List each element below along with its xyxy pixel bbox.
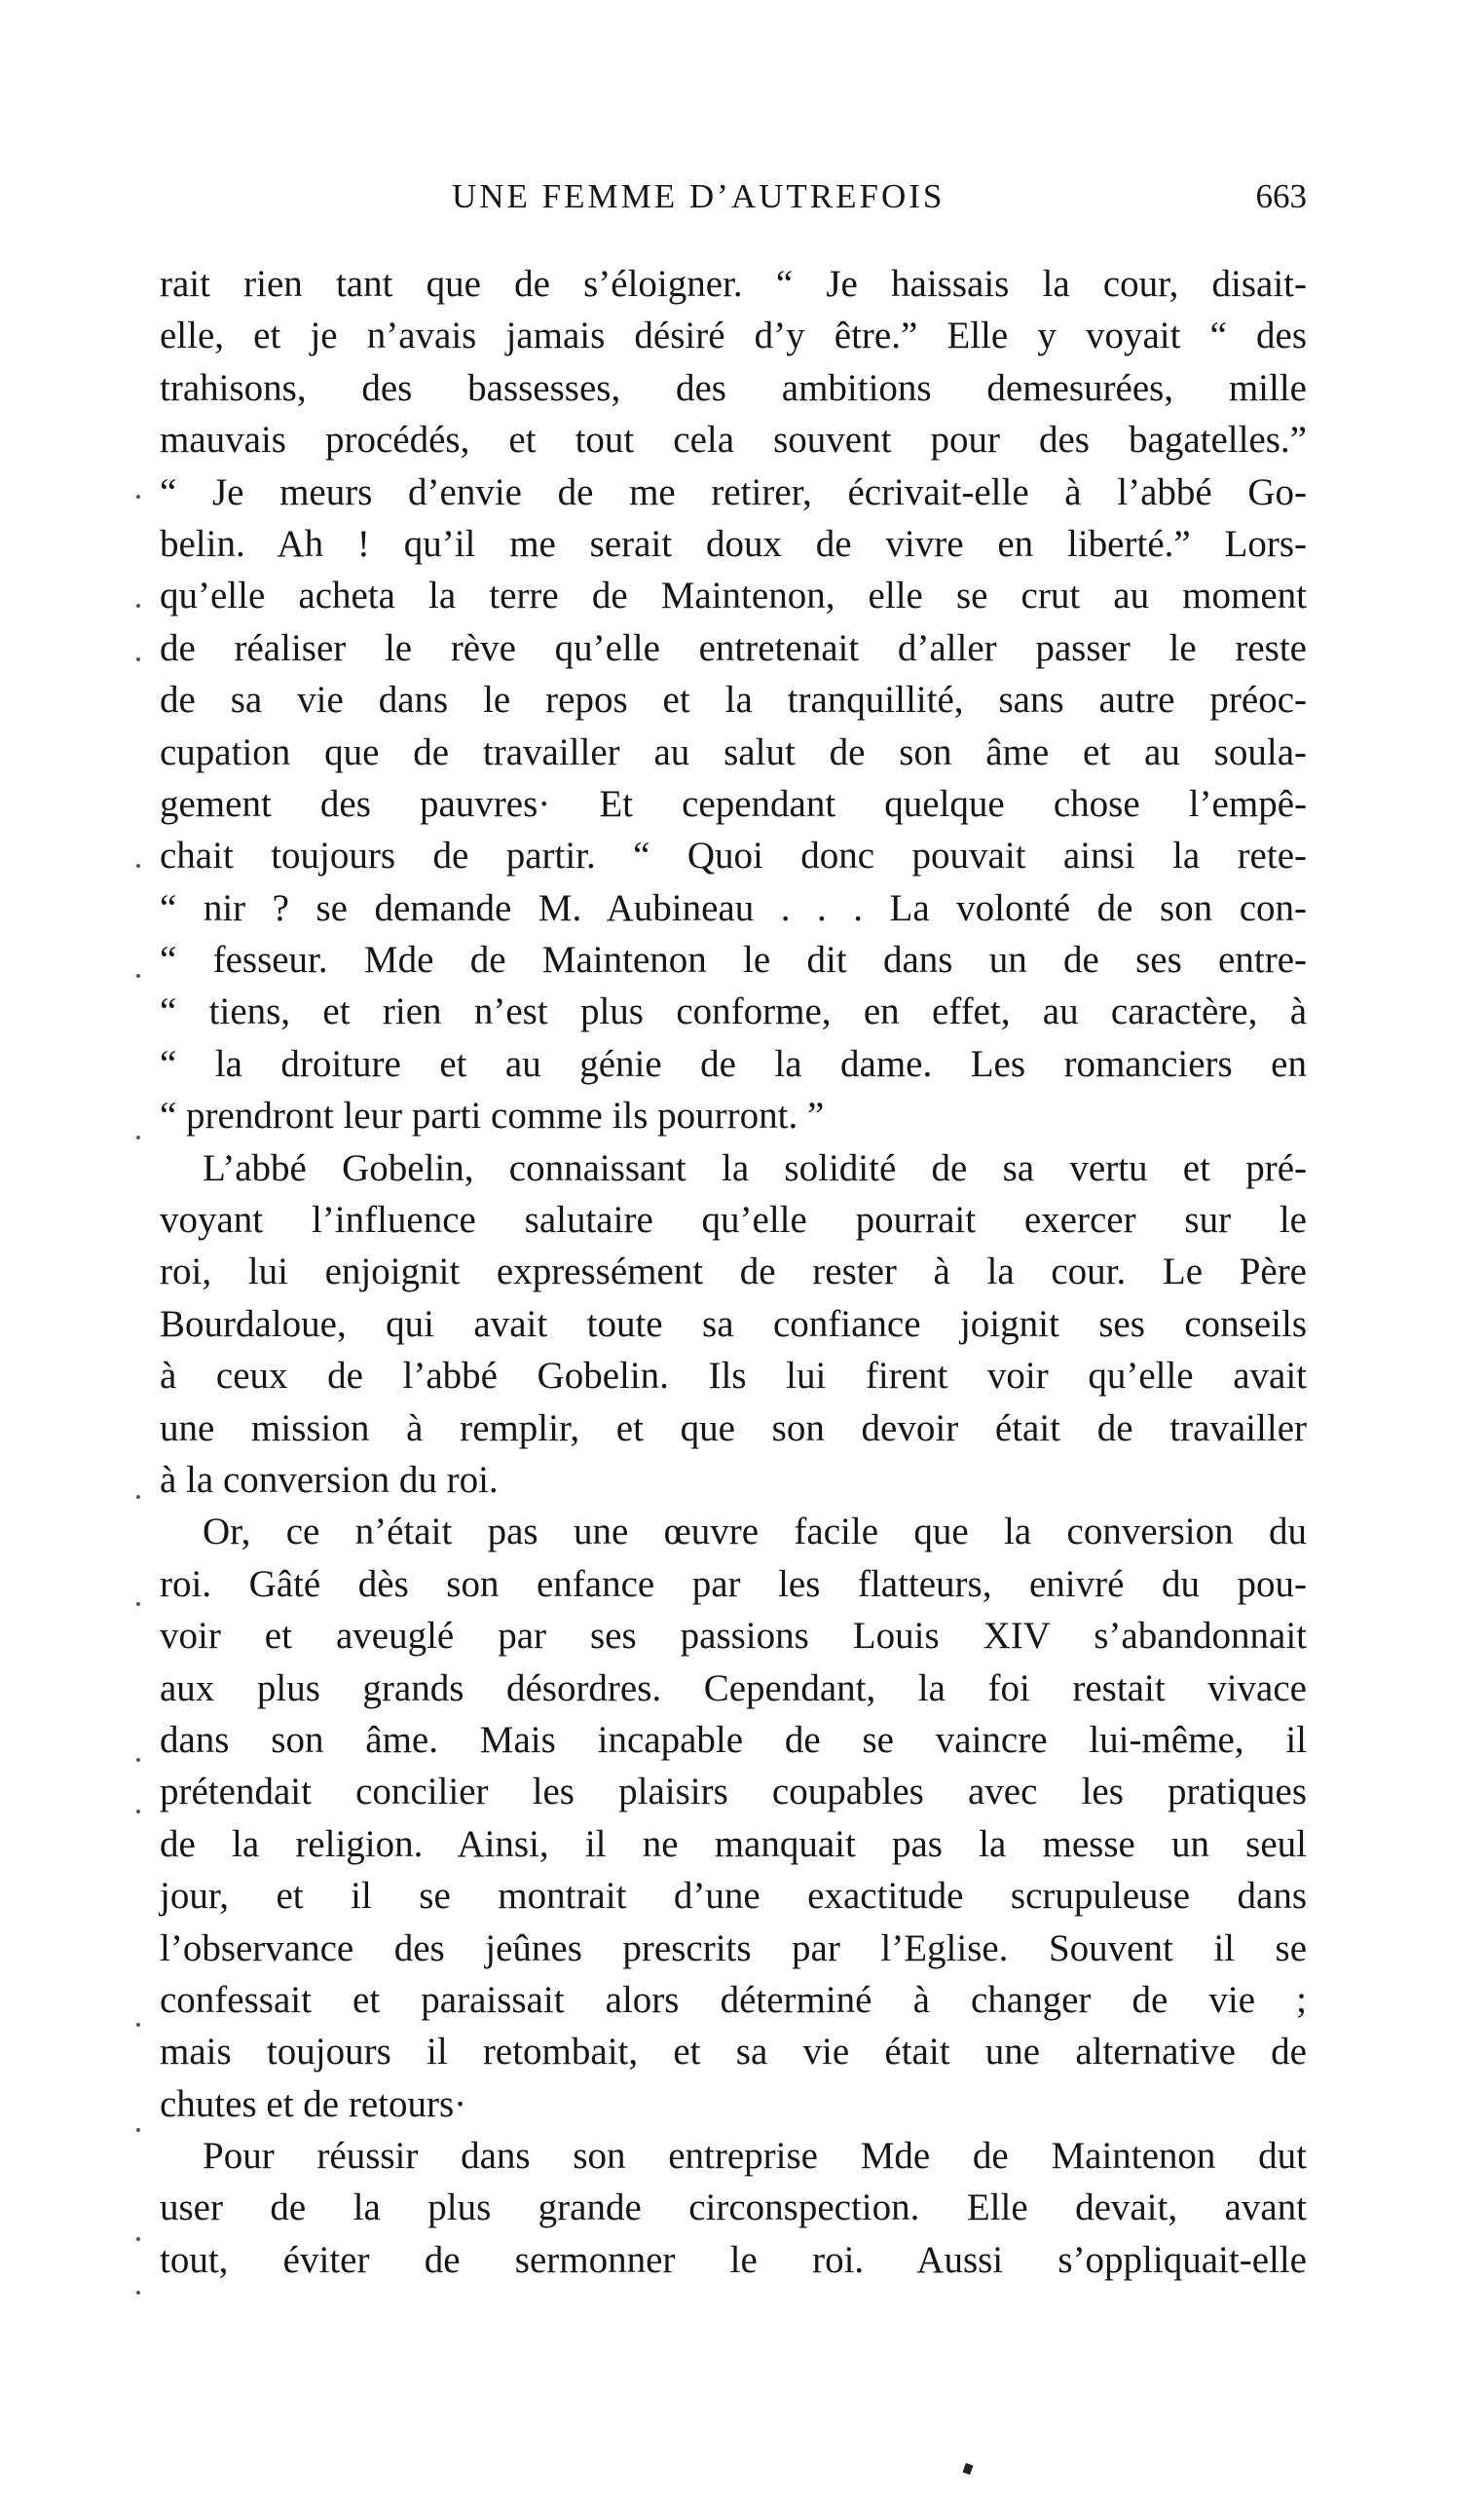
margin-speck <box>136 2237 140 2241</box>
text-line: cupation que de travailler au salut de son âme et au soula- <box>160 730 1307 773</box>
margin-speck <box>136 1810 140 1813</box>
text-line: une mission à remplir, et que son devoir était de travailler <box>160 1406 1307 1449</box>
text-line: l’observance des jeûnes prescrits par l’Eglise. Souvent il se <box>160 1926 1307 1969</box>
text-line: chutes et de retours· <box>160 2082 467 2125</box>
text-line: de sa vie dans le repos et la tranquillité, sans autre préoc- <box>160 679 1307 722</box>
margin-speck <box>136 2291 140 2295</box>
text-line: mauvais procédés, et tout cela souvent pour des bagatelles.” <box>160 419 1307 462</box>
text-line: “ Je meurs d’envie de me retirer, écrivait-elle à l’abbé Go- <box>160 470 1307 513</box>
text-line: rait rien tant que de s’éloigner. “ Je haissais la cour, disait- <box>160 263 1307 305</box>
text-line: voyant l’influence salutaire qu’elle pourrait exercer sur le <box>160 1199 1307 1242</box>
text-line: aux plus grands désordres. Cependant, la foi restait vivace <box>160 1666 1307 1709</box>
text-line: belin. Ah ! qu’il me serait doux de vivre en liberté.” Lors- <box>160 522 1307 565</box>
text-line: “ tiens, et rien n’est plus conforme, en effet, au caractère, à <box>160 990 1307 1033</box>
margin-speck <box>136 1602 140 1606</box>
text-line: “ nir ? se demande M. Aubineau . . . La volonté de son con- <box>160 886 1307 929</box>
text-line: confessait et paraissait alors déterminé à changer de vie ; <box>160 1978 1307 2021</box>
text-line: Bourdaloue, qui avait toute sa confiance joignit ses conseils <box>160 1302 1307 1345</box>
text-line: qu’elle acheta la terre de Maintenon, elle se crut au moment <box>160 575 1307 617</box>
text-line: Or, ce n’était pas une œuvre facile que la conversion du <box>203 1511 1307 1553</box>
text-line: de réaliser le rève qu’elle entretenait d’aller passer le reste <box>160 626 1307 669</box>
body-text <box>160 258 1307 2286</box>
text-line: Pour réussir dans son entreprise Mde de Maintenon dut <box>203 2135 1307 2178</box>
margin-speck <box>136 974 140 978</box>
text-line: “ la droiture et au génie de la dame. Les romanciers en <box>160 1042 1307 1085</box>
text-line: trahisons, des bassesses, des ambitions demesurées, mille <box>160 366 1307 409</box>
text-line: elle, et je n’avais jamais désiré d’y être.” Elle y voyait “ des <box>160 315 1307 357</box>
margin-speck <box>136 657 140 661</box>
text-line: roi, lui enjoignit expressément de rester à la cour. Le Père <box>160 1251 1307 1293</box>
margin-speck <box>136 2023 140 2027</box>
margin-speck <box>136 495 140 499</box>
margin-speck <box>136 1136 140 1139</box>
text-line: mais toujours il retombait, et sa vie était une alternative de <box>160 2031 1307 2073</box>
text-line: à ceux de l’abbé Gobelin. Ils lui firent voir qu’elle avait <box>160 1355 1307 1398</box>
margin-specks <box>129 0 148 2503</box>
text-line: voir et aveuglé par ses passions Louis XIV s’abandonnait <box>160 1615 1307 1658</box>
text-line: L’abbé Gobelin, connaissant la solidité de sa vertu et pré- <box>203 1146 1307 1189</box>
text-line: user de la plus grande circonspection. Elle devait, avant <box>160 2186 1307 2229</box>
ink-mark <box>963 2463 974 2475</box>
text-line: de la religion. Ainsi, il ne manquait pas la messe un seul <box>160 1822 1307 1865</box>
margin-speck <box>136 604 140 608</box>
text-line: chait toujours de partir. “ Quoi donc pouvait ainsi la rete- <box>160 835 1307 878</box>
running-title: UNE FEMME D’AUTREFOIS <box>452 177 946 215</box>
text-line: “ fesseur. Mde de Maintenon le dit dans un de ses entre- <box>160 939 1307 982</box>
text-line: jour, et il se montrait d’une exactitude scrupuleuse dans <box>160 1875 1307 1918</box>
margin-speck <box>136 1495 140 1499</box>
margin-speck <box>136 864 140 868</box>
margin-speck <box>136 2128 140 2132</box>
margin-speck <box>136 1758 140 1762</box>
text-line: à la conversion du roi. <box>160 1458 499 1501</box>
text-line: gement des pauvres· Et cependant quelque chose l’empê- <box>160 782 1307 825</box>
text-line: tout, éviter de sermonner le roi. Aussi s’oppliquait-elle <box>160 2238 1307 2281</box>
text-line: “ prendront leur parti comme ils pourront. ” <box>160 1095 825 1138</box>
running-head <box>160 177 1307 236</box>
text-line: roi. Gâté dès son enfance par les flatteurs, enivré du pou- <box>160 1562 1307 1605</box>
page-number: 663 <box>1255 177 1307 215</box>
text-line: prétendait concilier les plaisirs coupables avec les pratiques <box>160 1771 1307 1813</box>
text-line: dans son âme. Mais incapable de se vaincre lui-même, il <box>160 1718 1307 1761</box>
